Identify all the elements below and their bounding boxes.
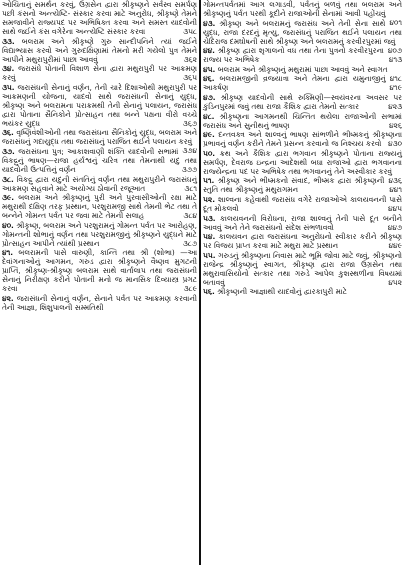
- chapter-number: ૫૪.: [203, 232, 216, 242]
- chapter-title: કાલયવનની વિરોધના, રાજા શાલ્વનું તેની પાસે દૂત બનીને આવવું અને તેને જરાસંધનો સંદેશ સંભળાવવો: [203, 213, 402, 232]
- page-number: ૪૨૩: [388, 101, 402, 111]
- page-number: ૪૧૮: [389, 73, 402, 83]
- page-number: ૩૮૭: [182, 238, 197, 248]
- page-number: ૩૫૮: [183, 27, 197, 36]
- toc-entry: [0, 193, 199, 220]
- chapter-title: શાલ્વના કહેવાથી જરાસંધ વગેરે રાજાઓએ કાલયવનની પાસે દૂત મોકલવો: [203, 194, 402, 213]
- chapter-number: ૪૦.: [2, 220, 14, 230]
- chapter-number: ૪૪.: [203, 46, 215, 56]
- chapter-number: ૪૭.: [203, 92, 216, 102]
- chapter-title: ગોમન્તપર્વતમાં આગ લગાડવી, પર્વતનું બળવું તથા બલરામ અને શ્રીકૃષ્ણનું પર્વત પરથી કૂદીને રાજાઓની સેનામાં આવી પહોંચવું: [203, 0, 402, 18]
- page-number: ૩૬૭: [182, 118, 197, 128]
- chapter-number: ૪૬.: [203, 74, 215, 84]
- chapter-title: બલરામ અને શ્રીકૃષ્ણનું પુરી અને પુરવાસીઓની રક્ષા માટે મથુરાથી દક્ષિણ તરફ પ્રસ્થાન, પરશુરામજી સાથે તેમની ભેટ તથા તે બન્નેને ગોમન્ત પર્વત પર જવા માટે તેમની સલાહ: [2, 193, 197, 221]
- chapter-number: ૪૮.: [203, 111, 215, 121]
- chapter-number: ૫૧.: [203, 176, 215, 186]
- toc-entry: [201, 112, 404, 130]
- toc-entry: [0, 294, 199, 312]
- chapter-number: ૩૬.: [2, 128, 14, 138]
- chapter-title: દન્તવક્ત્ર અને શાલ્વનું ભાષણ સાંભળીને ભીષ્મકનું શ્રીકૃષ્ણના પ્રભાવનું વર્ણન કરીને તેમને પ્રસન્ન કરવાનો જ નિશ્ચય કરવો: [203, 130, 403, 149]
- page-number: ૪૪૭: [387, 222, 402, 232]
- page-number: ૪૦૧: [389, 18, 402, 27]
- page-number: ૪૨૬: [388, 120, 402, 130]
- toc-entry: [201, 195, 404, 213]
- chapter-title: બલરામ અને શ્રીકૃષ્ણે ગુરુ સાન્દીપનિને ત્યાં જઈને વિદ્યાભ્યાસ કરવો અને ગુરુદક્ષિણામાં તેમનો મરી ગયેલો પુત્ર તેમને આપીને મથુરાપુરીમાં પાછા આવવું: [2, 36, 197, 64]
- chapter-title: શ્રીકૃષ્ણ દ્વારા શૃગાલનો વધ તથા તેના પુત્રનો કરવીરપુરના રાજ્ય પર અભિષેક: [203, 46, 384, 65]
- chapter-title: શ્રીકૃષ્ણ અને ભીષ્મકનો સંવાદ, ભીષ્મક દ્વારા શ્રીકૃષ્ણની સ્તુતિ તથા શ્રીકૃષ્ણનું મથુરાગમન: [203, 176, 385, 195]
- chapter-title: બલરામ અને શ્રીકૃષ્ણનું મથુરામાં પાછા આવવું અને સ્વાગત: [217, 64, 388, 74]
- chapter-title: ગરુડનું શ્રીકૃષ્ણના નિવાસ માટે ભૂમિ જોવા માટે જવું, શ્રીકૃષ્ણનો રાજેન્દ્ર શ્રીકૃષ્ણનું સ્વાગત, શ્રીકૃષ્ણ દ્વારા રાજા ઉગ્રસેન તથા મથુરાવાસિયોનો સત્કાર તથા ગરુડે આપેલ કુશસ્થળીના વિષયમાં બતાવવું: [203, 250, 402, 287]
- chapter-title: જરાસંધે પોતાની વિશાળ સેના દ્વારા મથુરાપુરી પર આક્રમણ કરવું: [2, 64, 197, 83]
- toc-entry: [201, 93, 404, 111]
- chapter-number: ૩૫.: [2, 82, 15, 92]
- chapter-number: ૪૫.: [203, 64, 216, 74]
- chapter-number: ૫૩.: [203, 213, 216, 223]
- chapter-title: શ્રીકૃષ્ણ, બલરામ અને પરશુરામનું ગોમન્ત પર્વત પર આરોહણ, ગોમન્તની શોભાનું વર્ણન તથા પરશુરામજીનું શ્રીકૃષ્ણને યુદ્ધને માટે પ્રોત્સાહન આપીને ત્યાંથી પ્રસ્થાન: [2, 220, 197, 248]
- chapter-number: ૪૨.: [2, 293, 14, 303]
- toc-entry: [0, 83, 199, 128]
- chapter-title: વિકદ્રુ દ્વારા યદુની સંતતિનું વર્ણન તથા મથુરાપુરીને જરાસંધનું આક્રમણ સહવાને માટે અયોગ્ય ઠોવાની રજૂઆત: [2, 174, 197, 193]
- page-number: ૪૦૭: [387, 45, 402, 55]
- chapter-number: ૪૧.: [2, 248, 14, 258]
- page-number: ૩૮૯: [183, 284, 197, 294]
- toc-entry: [201, 46, 404, 64]
- chapter-title: શ્રીકૃષ્ણ અને બલરામનું જરાસંધ અને તેની સેના સાથે યુદ્ધ, રાજા દરદનું મૃત્યુ, જરાસંધનું પરાજિત થઈને પલાયન તથા ચેદિરાજ દમઘોષની સાથે શ્રીકૃષ્ણ અને બલરામનું કરવીરપુરમાં જવું: [203, 18, 402, 46]
- toc-entry: [201, 232, 404, 250]
- page-number: ૪૧૩: [388, 55, 402, 65]
- toc-entry: [0, 147, 199, 174]
- chapter-number: ૩૪.: [2, 64, 15, 74]
- chapter-title: જરાસંધના પુત્ર; આકાશવાણી શંક્તિ યાદવોની સભામાં વિકદ્રુનું ભાષણ—રાજા હર્યશ્વનું ચરિત્ર તથા તેમનાથી યદુ તથા યાદવોની ઉત્પત્તિનું વર્ણન: [2, 146, 197, 174]
- chapter-number: ૫૨.: [203, 194, 216, 204]
- chapter-number: ૩૭.: [2, 146, 15, 156]
- toc-left-column: [0, 0, 199, 565]
- chapter-title: કાલયવન દ્વારા જરાસંધના અનુરોધનો સ્વીકાર કરીને શ્રીકૃષ્ણ પર વિજય પ્રાપ્ત કરવા માટે મથુરા માટે પ્રસ્થાન: [203, 232, 402, 251]
- chapter-number: ૫૫.: [203, 250, 216, 260]
- toc-entry: [0, 175, 199, 193]
- page-number: ૩૬૨: [183, 54, 197, 64]
- chapter-title: ઓચિંતાનું સમર્થન કરવું, ઉગ્રસેન દ્વારા શ્રીકૃષ્ણને સર્વસ્વ સમર્પણ પછી કંસનો અન્ત્યેષ્ટિ- સંસ્કાર કરવા માટે અનુરોધ, શ્રીકૃષ્ણે તેમને સમજાવીને રાજ્યપદ પર અભિષિક્ત કરવા અને સમસ્ત યાદવોની સાથે જઈને કંસ વગેરેના અન્ત્યેષ્ટિ સંસ્કાર કરવા: [2, 0, 197, 36]
- page-number: ૪૪૧: [389, 185, 402, 195]
- page-number: ૪૪૫: [387, 203, 402, 213]
- toc-entry: [0, 0, 199, 36]
- chapter-title: બલરામની પાસે વારુણી, કાન્તિ તથા શ્રી (શોભા) —આ દેવાંગનાઓનું આગમન, ગરુડ દ્વારા શ્રીકૃષ્ણને વૈષ્ણવ મુગટની પ્રાપ્તિ, શ્રીકૃષ્ણ-શ્રીકૃષ્ણ બલરામ સાથે વાર્તાલાપ તથા જરાસંધની સેનાનું નિરીક્ષણ કરીને પોતાની મનો જ માનસિક દિવ્યાસ્ત્ર પ્રગટ કરવા: [2, 248, 197, 294]
- toc-entry: [201, 130, 404, 148]
- page-number: ૪૪૯: [388, 241, 402, 251]
- chapter-number: ૫૬.: [203, 287, 215, 297]
- page-number: ૩૮૧: [184, 183, 197, 193]
- chapter-number: ૪૩.: [203, 18, 216, 28]
- toc-entry: [201, 251, 404, 287]
- toc-right-column: [201, 0, 404, 565]
- toc-entry: [201, 176, 404, 194]
- page-number: ૩૮૪: [183, 211, 197, 221]
- chapter-title: વૃષ્ણિવંશીઓની તથા જરાસંધના સૈનિકોનું યુદ્ધ, બલરામ અને જરાસંધનું ગદાયુદ્ધ તથા જરાસંધનું પરાજિત થઈને પલાયન કરવું: [2, 128, 197, 147]
- chapter-title: જરાસંધની સેનાનું વર્ણન, સેનાને પર્વત પર આક્રમણ કરવાની તેની આજ્ઞા, શિશુપાલની સમ્મતિથી: [2, 293, 197, 312]
- chapter-title: બલરામજીની વ્રજયાત્રા અને તેમના દ્વારા યમુનાજીનું આકર્ષણ: [203, 74, 386, 93]
- chapter-title: શ્રીકૃષ્ણ યાદવોની સાથે રુક્મિણી—સ્વયંવરના અવસર પર કુંડિનપુરમાં જવું તથા રાજા કૈશિક દ્વારા તેમનો સત્કાર: [203, 92, 402, 111]
- chapter-number: ૫૦.: [203, 148, 216, 158]
- toc-entry: [0, 221, 199, 248]
- chapter-number: ૩૩.: [2, 36, 15, 46]
- page-number: ૪૩૬: [388, 175, 402, 185]
- page-number: ૪૩૦: [388, 139, 402, 149]
- toc-entry: [0, 64, 199, 82]
- chapter-number: ૪૯.: [203, 130, 215, 140]
- page-number: ૩૭૭: [181, 164, 197, 174]
- toc-entry: [0, 248, 199, 293]
- toc-entry: [201, 287, 404, 296]
- chapter-number: ૩૮.: [2, 174, 14, 184]
- chapter-title: શ્રીકૃષ્ણની આજ્ઞાથી યાદવોનું દ્વારકાપુરી માટે: [217, 287, 347, 297]
- chapter-title: જરાસંધની સેનાનું વર્ણન, તેની ચારે દિશાઓથી મથુરાપુરી પર આક્રમણની યોજના, યાદવો સાથે જરાસંધની સેનાનું યુદ્ધ, શ્રીકૃષ્ણ અને બલરામના પરાક્રમથી તેની સેનાનું પલાયન, જરાસંધ દ્વારા પોતાના સૈનિકોને પ્રોત્સાહન તથા બન્ને પક્ષના વીરો વચ્ચે ભયંકર યુદ્ધ: [2, 82, 197, 128]
- page-number: ૩૭૪: [182, 146, 197, 156]
- chapter-number: ૩૯.: [2, 193, 15, 203]
- page-number: ૪૫૨: [388, 277, 402, 287]
- toc-entry: [201, 214, 404, 232]
- toc-entry: [0, 37, 199, 64]
- toc-entry: [201, 74, 404, 92]
- toc-entry: [0, 128, 199, 156]
- page-number: ૪૧૯: [389, 83, 402, 93]
- page-number: ૩૬૫: [183, 73, 197, 83]
- chapter-title: ક્રથ અને કૈશિક દ્વારા ભગવાન શ્રીકૃષ્ણને પોતાના રાજ્યનું સમર્પણ, દેવરાજ ઇન્દ્રના આદેશથી બધા રાજાઓ દ્વારા ભગવાનના રાજ્યેન્દ્રના પદ પર અભિષેક તથા ભગવાનનું તેને અસ્વીકાર કરવું: [203, 148, 402, 176]
- chapter-title: શ્રીકૃષ્ણના આગમનથી ચિન્તિત થયેલા રાજાઓની સભામાં જરાસંધ અને સુનીથનું ભાષણ: [203, 111, 402, 130]
